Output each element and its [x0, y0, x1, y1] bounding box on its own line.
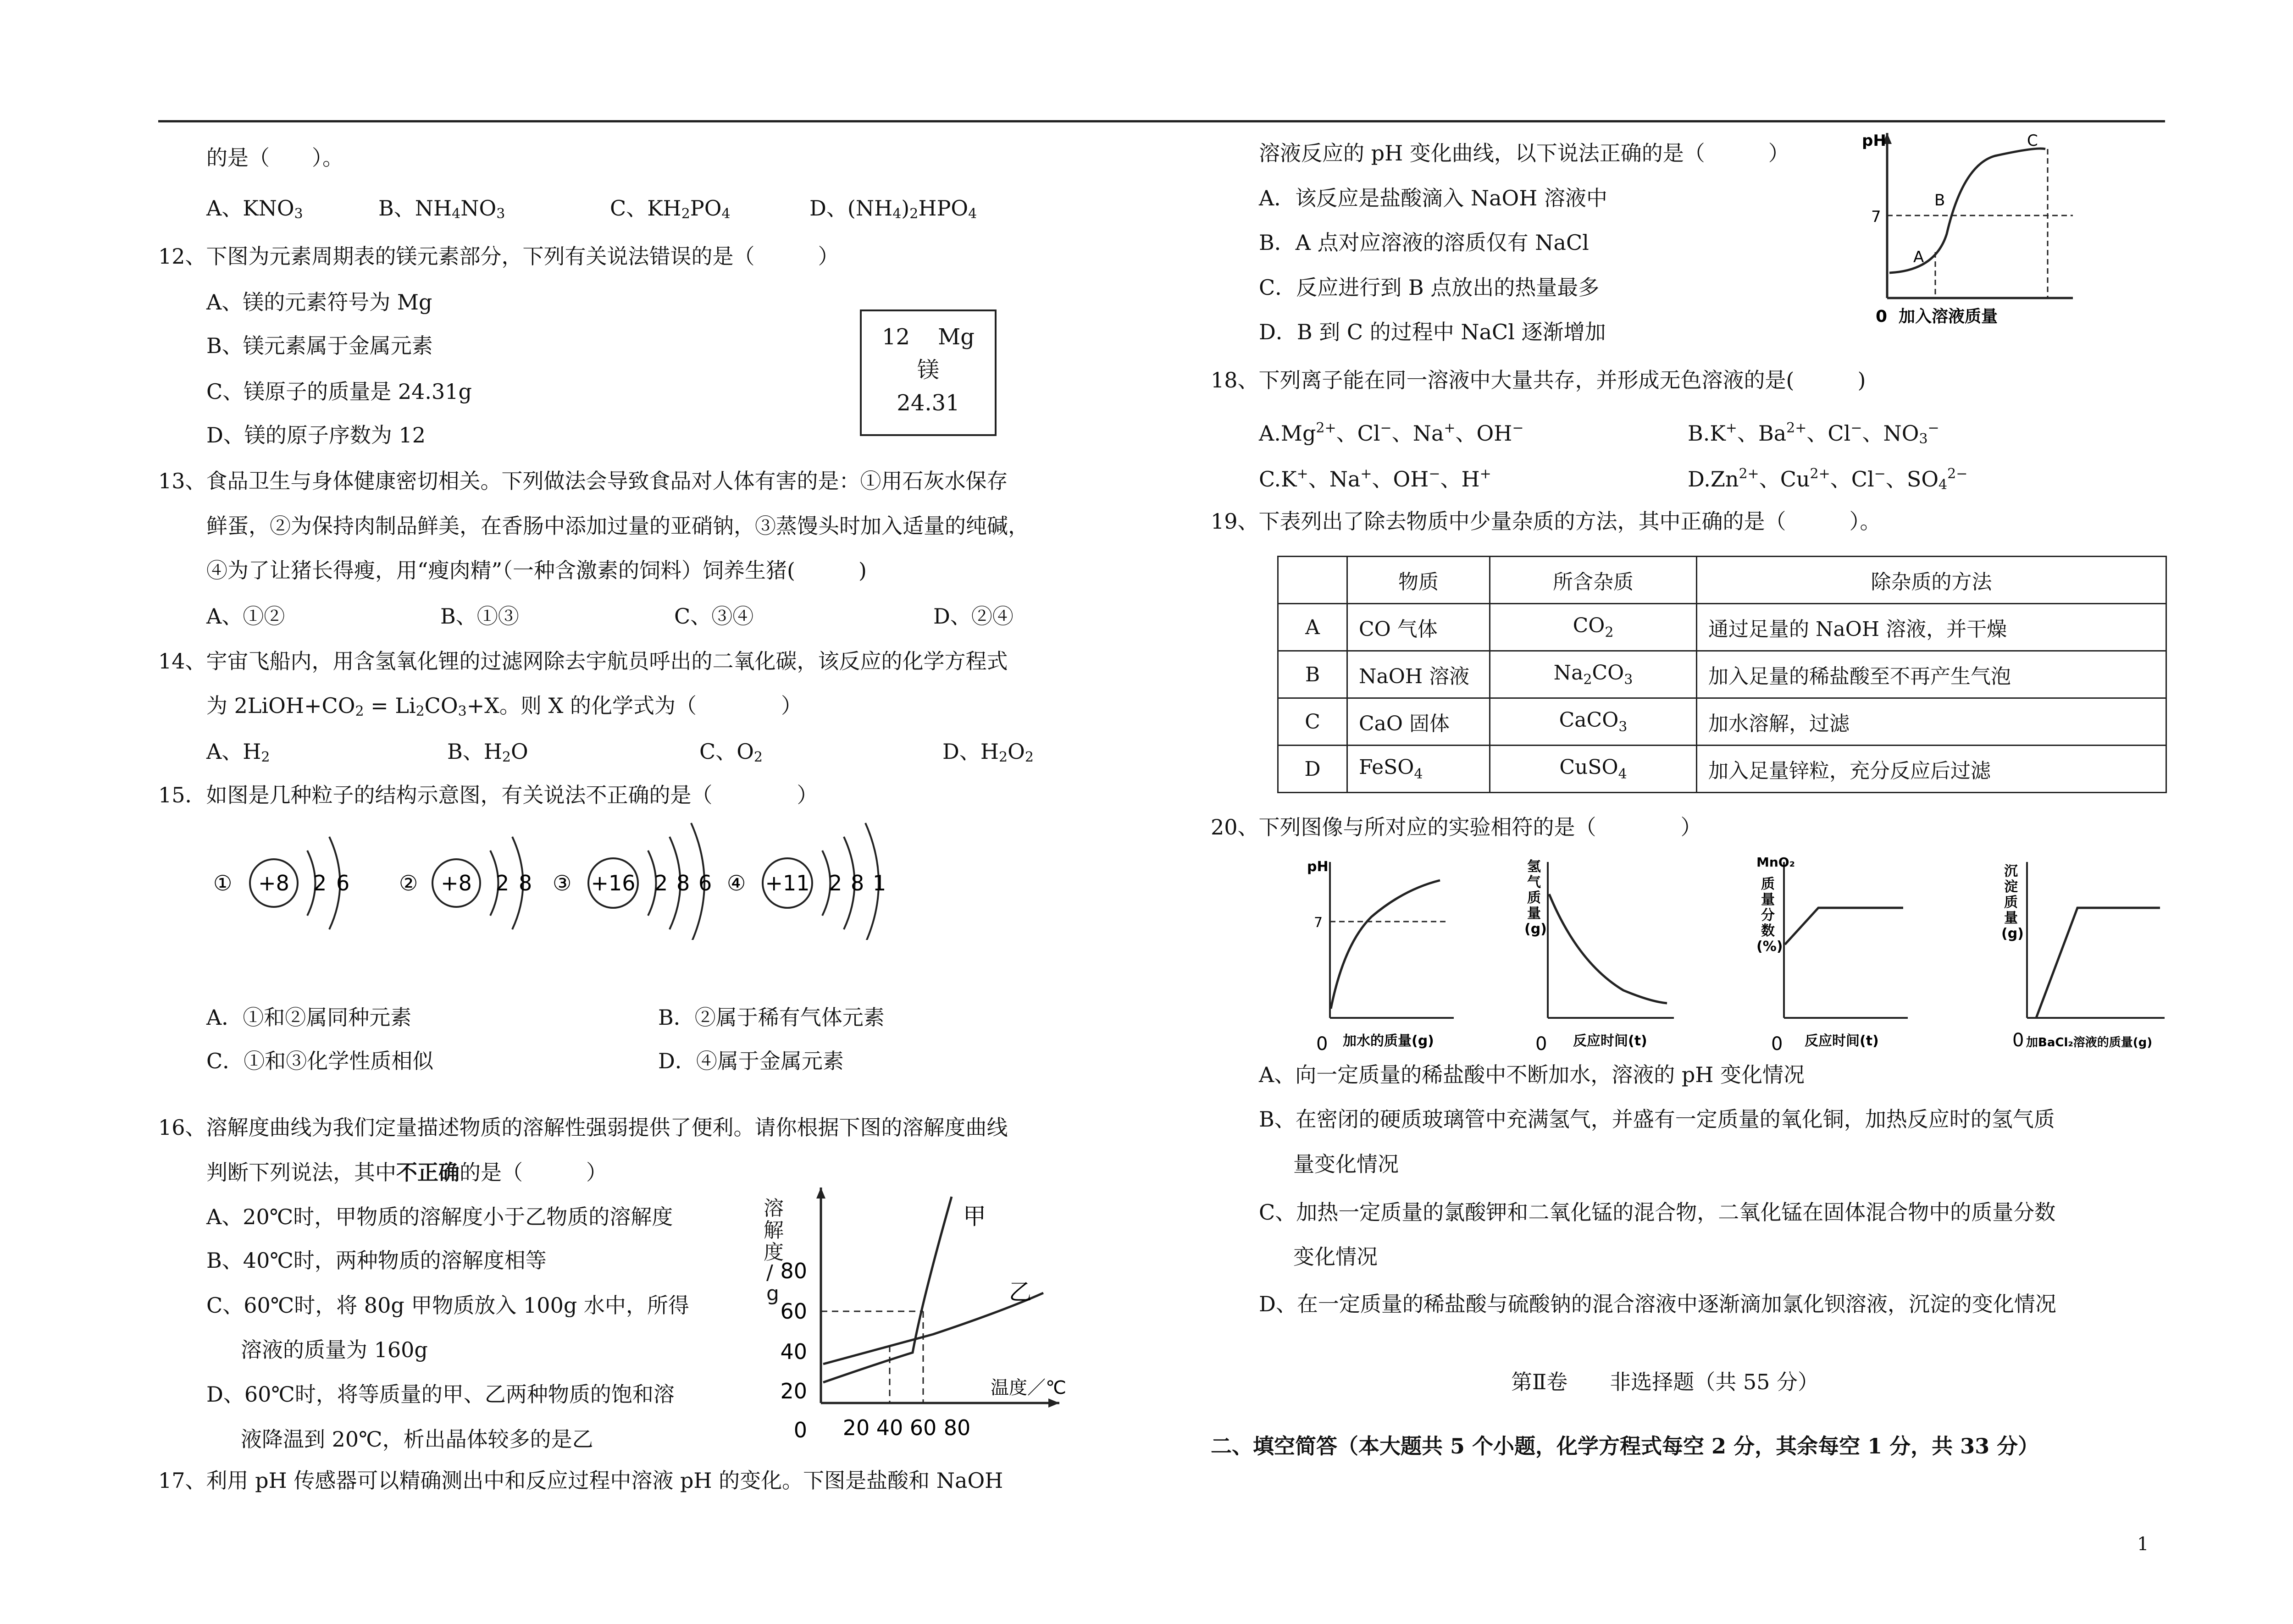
y-tick: 80 — [780, 1259, 807, 1283]
y-label: 溶 — [764, 1197, 784, 1220]
atom-3 — [553, 823, 712, 940]
q20-option-b: B、在密闭的硬质玻璃管中充满氢气，并盛有一定质量的氧化铜，加热反应时的氢气质 — [1259, 1107, 2055, 1132]
svg-text:MnO₂: MnO₂ — [1756, 855, 1795, 870]
svg-text:反应时间(t): 反应时间(t) — [1805, 1033, 1879, 1049]
q20-option-c: C、加热一定质量的氯酸钾和二氧化锰的混合物，二氧化锰在固体混合物中的质量分数 — [1259, 1200, 2056, 1225]
graph-c — [1756, 855, 1908, 1055]
y-label: 解 — [764, 1219, 784, 1242]
nucleus-charge: +8 — [441, 871, 472, 895]
q17-line-2: 溶液反应的 pH 变化曲线，以下说法正确的是（ ） — [1259, 141, 1789, 166]
svg-text:(g): (g) — [1524, 921, 1547, 937]
q18-option-c: C.K+、Na+、OH−、H+ — [1259, 466, 1491, 492]
shell-count: 8 — [519, 871, 532, 895]
point-b: B — [1934, 191, 1945, 210]
shell-count: 2 — [654, 871, 668, 895]
shell-count: 1 — [873, 871, 886, 895]
q18-option-a: $A.Mg^{2+}$、Cl−、Na+、OH− — [1259, 420, 1524, 446]
y-tick: 0 — [793, 1418, 807, 1442]
q20-stem: 20、下列图像与所对应的实验相符的是（ ） — [1211, 815, 1702, 840]
element-symbol: Mg — [938, 324, 975, 350]
q11-option-a: A、$KNO_3$ — [206, 196, 303, 222]
atomic-mass: 24.31 — [897, 390, 960, 416]
q14-equation: 为 $2LiOH+CO_2 = Li_2CO_3+X$。则 X 的化学式为（ ） — [206, 693, 802, 719]
table-row: D FeSO$_4$ CuSO$_4$ 加入足量锌粒，充分反应后过滤 — [1278, 746, 2166, 793]
shell-count: 2 — [829, 871, 842, 895]
shell-count: 2 — [313, 871, 327, 895]
q16-option-c-cont: 溶液的质量为 160g — [241, 1337, 428, 1362]
svg-text:质: 质 — [1527, 890, 1541, 906]
q15-option-c: C．①和③化学性质相似 — [206, 1049, 434, 1073]
impurity-table — [1277, 556, 2167, 793]
q17-option-c: C．反应进行到 B 点放出的热量最多 — [1259, 275, 1600, 300]
svg-text:0: 0 — [1535, 1033, 1547, 1055]
table-header-cell: 所含杂质 — [1490, 557, 1697, 604]
svg-text:沉: 沉 — [2004, 863, 2018, 879]
svg-text:量: 量 — [1527, 906, 1541, 922]
table-header-cell: 除杂质的方法 — [1697, 557, 2166, 604]
svg-text:分: 分 — [1761, 907, 1775, 923]
nucleus-charge: +8 — [258, 871, 289, 895]
x-tick: 60 — [909, 1415, 937, 1440]
svg-text:量: 量 — [2004, 910, 2018, 926]
svg-text:加BaCl₂溶液的质量(g): 加BaCl₂溶液的质量(g) — [2026, 1036, 2153, 1050]
q20-option-d: D、在一定质量的稀盐酸与硫酸钠的混合溶液中逐渐滴加氯化钡溶液，沉淀的变化情况 — [1259, 1292, 2056, 1316]
svg-text:量: 量 — [1761, 892, 1775, 908]
table-row: A CO 气体 $CO_2$ 通过足量的 NaOH 溶液，并干燥 — [1278, 604, 2166, 651]
point-a: A — [1913, 248, 1924, 266]
q14-option-b: B、$H_2O$ — [447, 739, 528, 765]
q14-line-1: 14、宇宙飞船内，用含氢氧化锂的过滤网除去宇航员呼出的二氧化碳，该反应的化学方程式 — [158, 649, 1008, 674]
q15-option-d: D．④属于金属元素 — [658, 1049, 844, 1073]
graph-b — [1524, 859, 1674, 1055]
y-tick: 40 — [780, 1339, 807, 1364]
q13-line-2: 鲜蛋，②为保持肉制品鲜美，在香肠中添加过量的亚硝钠，③蒸馒头时加入适量的纯碱， — [206, 514, 1029, 538]
q13-line-1: 13、食品卫生与身体健康密切相关。下列做法会导致食品对人体有害的是：①用石灰水保存 — [158, 469, 1008, 493]
q15-stem: 15．如图是几种粒子的结构示意图，有关说法不正确的是（ ） — [158, 783, 818, 807]
atom-label: ③ — [553, 871, 572, 895]
svg-text:质: 质 — [1761, 876, 1775, 892]
atomic-structure-diagrams — [213, 807, 1094, 940]
y-tick: 60 — [780, 1299, 807, 1324]
svg-text:0: 0 — [1316, 1033, 1328, 1055]
seven-tick: 7 — [1871, 208, 1881, 226]
atom-label: ① — [213, 871, 233, 895]
curve-jia — [823, 1197, 952, 1382]
y-label: g — [766, 1282, 779, 1305]
q11-tail: 的是（ ）。 — [206, 145, 343, 170]
q12-stem: 12、下图为元素周期表的镁元素部分，下列有关说法错误的是（ ） — [158, 244, 839, 269]
part-two-heading: 第Ⅱ卷 非选择题（共 55 分） — [1511, 1370, 1819, 1394]
point-c: C — [2027, 132, 2038, 150]
shell-count: 6 — [336, 871, 350, 895]
svg-text:(%): (%) — [1756, 939, 1783, 955]
table-header-cell — [1278, 557, 1347, 604]
header-rule — [158, 120, 2165, 122]
nucleus-charge: +16 — [591, 871, 636, 895]
q13-option-d: D、②④ — [933, 604, 1014, 629]
q18-stem: 18、下列离子能在同一溶液中大量共存，并形成无色溶液的是( ) — [1211, 368, 1866, 392]
svg-text:数: 数 — [1761, 923, 1775, 939]
table-header-cell: 物质 — [1347, 557, 1490, 604]
q14-option-d: D、$H_2O_2$ — [942, 739, 1034, 765]
graph-d — [2001, 862, 2165, 1051]
atom-4 — [727, 823, 886, 940]
atom-1 — [213, 837, 349, 929]
svg-text:7: 7 — [1314, 915, 1323, 931]
y-tick: 20 — [780, 1379, 807, 1403]
atom-label: ④ — [727, 871, 746, 895]
x-label: 温度／℃ — [991, 1377, 1066, 1398]
q11-option-d: D、$(NH_4)_2HPO_4$ — [809, 196, 977, 222]
q17-option-d: D．B 到 C 的过程中 NaCl 逐渐增加 — [1259, 320, 1606, 344]
series-yi-label: 乙 — [1009, 1279, 1032, 1305]
table-header-row — [1278, 557, 2166, 604]
nucleus-charge: +11 — [765, 871, 810, 895]
svg-text:(g): (g) — [2001, 926, 2024, 942]
q17-option-b: B．A 点对应溶液的溶质仅有 NaCl — [1259, 230, 1589, 255]
table-row: C CaO 固体 CaCO$_3$ 加水溶解，过滤 — [1278, 698, 2166, 746]
page-number: 1 — [2137, 1534, 2149, 1555]
svg-text:氢: 氢 — [1527, 859, 1541, 875]
svg-text:质: 质 — [2004, 895, 2018, 911]
q16-option-d: D、60℃时，将等质量的甲、乙两种物质的饱和溶 — [206, 1382, 675, 1407]
ph-curve — [1889, 149, 2045, 273]
x-label: 加入溶液质量 — [1899, 307, 1998, 326]
y-label: 度 — [764, 1241, 784, 1264]
q13-option-c: C、③④ — [674, 604, 754, 629]
q17-line-1: 17、利用 pH 传感器可以精确测出中和反应过程中溶液 pH 的变化。下图是盐酸和 NaOH — [158, 1468, 1003, 1493]
q11-option-c: C、$KH_2PO_4$ — [610, 196, 731, 222]
q13-option-a: A、①② — [206, 604, 285, 629]
q12-option-b: B、镁元素属于金属元素 — [206, 333, 433, 358]
q20-option-b-cont: 量变化情况 — [1293, 1152, 1399, 1177]
svg-text:0: 0 — [1771, 1033, 1783, 1055]
atomic-number: 12 — [882, 324, 910, 350]
graph-a — [1307, 859, 1454, 1055]
svg-text:反应时间(t): 反应时间(t) — [1573, 1033, 1647, 1049]
q13-option-b: B、①③ — [440, 604, 519, 629]
q12-option-d: D、镁的原子序数为 12 — [206, 423, 426, 447]
q20-option-a: A、向一定质量的稀盐酸中不断加水，溶液的 pH 变化情况 — [1259, 1062, 1805, 1087]
q20-option-c-cont: 变化情况 — [1293, 1244, 1378, 1269]
q15-option-a: A．①和②属同种元素 — [206, 1005, 412, 1030]
q16-line-2: 判断下列说法，其中不正确的是（ ） — [206, 1160, 607, 1185]
ph-curve-graph — [1844, 124, 2082, 335]
atom-label: ② — [399, 871, 418, 895]
q20-graphs — [1302, 853, 2174, 1082]
svg-text:气: 气 — [1527, 874, 1541, 890]
q11-option-b: B、$NH_4NO_3$ — [378, 196, 505, 222]
y-label: / — [766, 1261, 773, 1284]
svg-text:0: 0 — [2012, 1030, 2024, 1051]
q18-option-d: $D.Zn^{2+}$、$Cu^{2+}$、Cl−、$SO_4^{2-}$ — [1688, 466, 1968, 493]
shell-count: 6 — [698, 871, 712, 895]
section-two-heading: 二、填空简答（本大题共 5 个小题，化学方程式每空 2 分，其余每空 1 分，共 33 分） — [1211, 1434, 2039, 1458]
solubility-graph — [750, 1188, 1080, 1444]
q16-option-d-cont: 液降温到 20℃，析出晶体较多的是乙 — [241, 1427, 593, 1452]
x-tick: 40 — [876, 1415, 903, 1440]
q15-option-b: B．②属于稀有气体元素 — [658, 1005, 885, 1030]
y-label: pH — [1862, 132, 1886, 150]
q19-stem: 19、下表列出了除去物质中少量杂质的方法，其中正确的是（ ）。 — [1211, 509, 1881, 534]
q13-line-3: ④为了让猪长得瘦，用“瘦肉精”（一种含激素的饲料）饲养生猪( ) — [206, 558, 867, 583]
shell-count: 8 — [676, 871, 690, 895]
svg-text:淀: 淀 — [2004, 879, 2018, 895]
q12-option-c: C、镁原子的质量是 24.31g — [206, 379, 472, 404]
element-name: 镁 — [917, 357, 939, 383]
svg-text:加水的质量(g): 加水的质量(g) — [1343, 1033, 1434, 1049]
series-jia-label: 甲 — [963, 1203, 986, 1230]
q14-option-a: A、$H_2$ — [206, 739, 270, 765]
shell-count: 8 — [851, 871, 864, 895]
periodic-table-cell — [860, 309, 997, 436]
q12-option-a: A、镁的元素符号为 Mg — [206, 290, 432, 315]
q16-option-c: C、60℃时，将 80g 甲物质放入 100g 水中，所得 — [206, 1293, 689, 1318]
atom-2 — [399, 837, 532, 929]
origin: 0 — [1876, 307, 1888, 326]
q18-option-b: B.K+、$Ba^{2+}$、Cl−、$NO_3^-$ — [1688, 420, 1939, 447]
q16-option-b: B、40℃时，两种物质的溶解度相等 — [206, 1248, 547, 1273]
emphasis: 不正确 — [396, 1160, 460, 1185]
x-tick: 20 — [842, 1415, 870, 1440]
x-tick: 80 — [943, 1415, 971, 1440]
svg-text:pH: pH — [1307, 859, 1329, 875]
table-row: B NaOH 溶液 $Na_2CO_3$ 加入足量的稀盐酸至不再产生气泡 — [1278, 651, 2166, 698]
q16-line-1: 16、溶解度曲线为我们定量描述物质的溶解性强弱提供了便利。请你根据下图的溶解度曲线 — [158, 1115, 1008, 1140]
q14-option-c: C、$O_2$ — [699, 739, 763, 765]
shell-count: 2 — [496, 871, 510, 895]
q16-option-a: A、20℃时，甲物质的溶解度小于乙物质的溶解度 — [206, 1204, 673, 1229]
q17-option-a: A．该反应是盐酸滴入 NaOH 溶液中 — [1259, 186, 1607, 210]
